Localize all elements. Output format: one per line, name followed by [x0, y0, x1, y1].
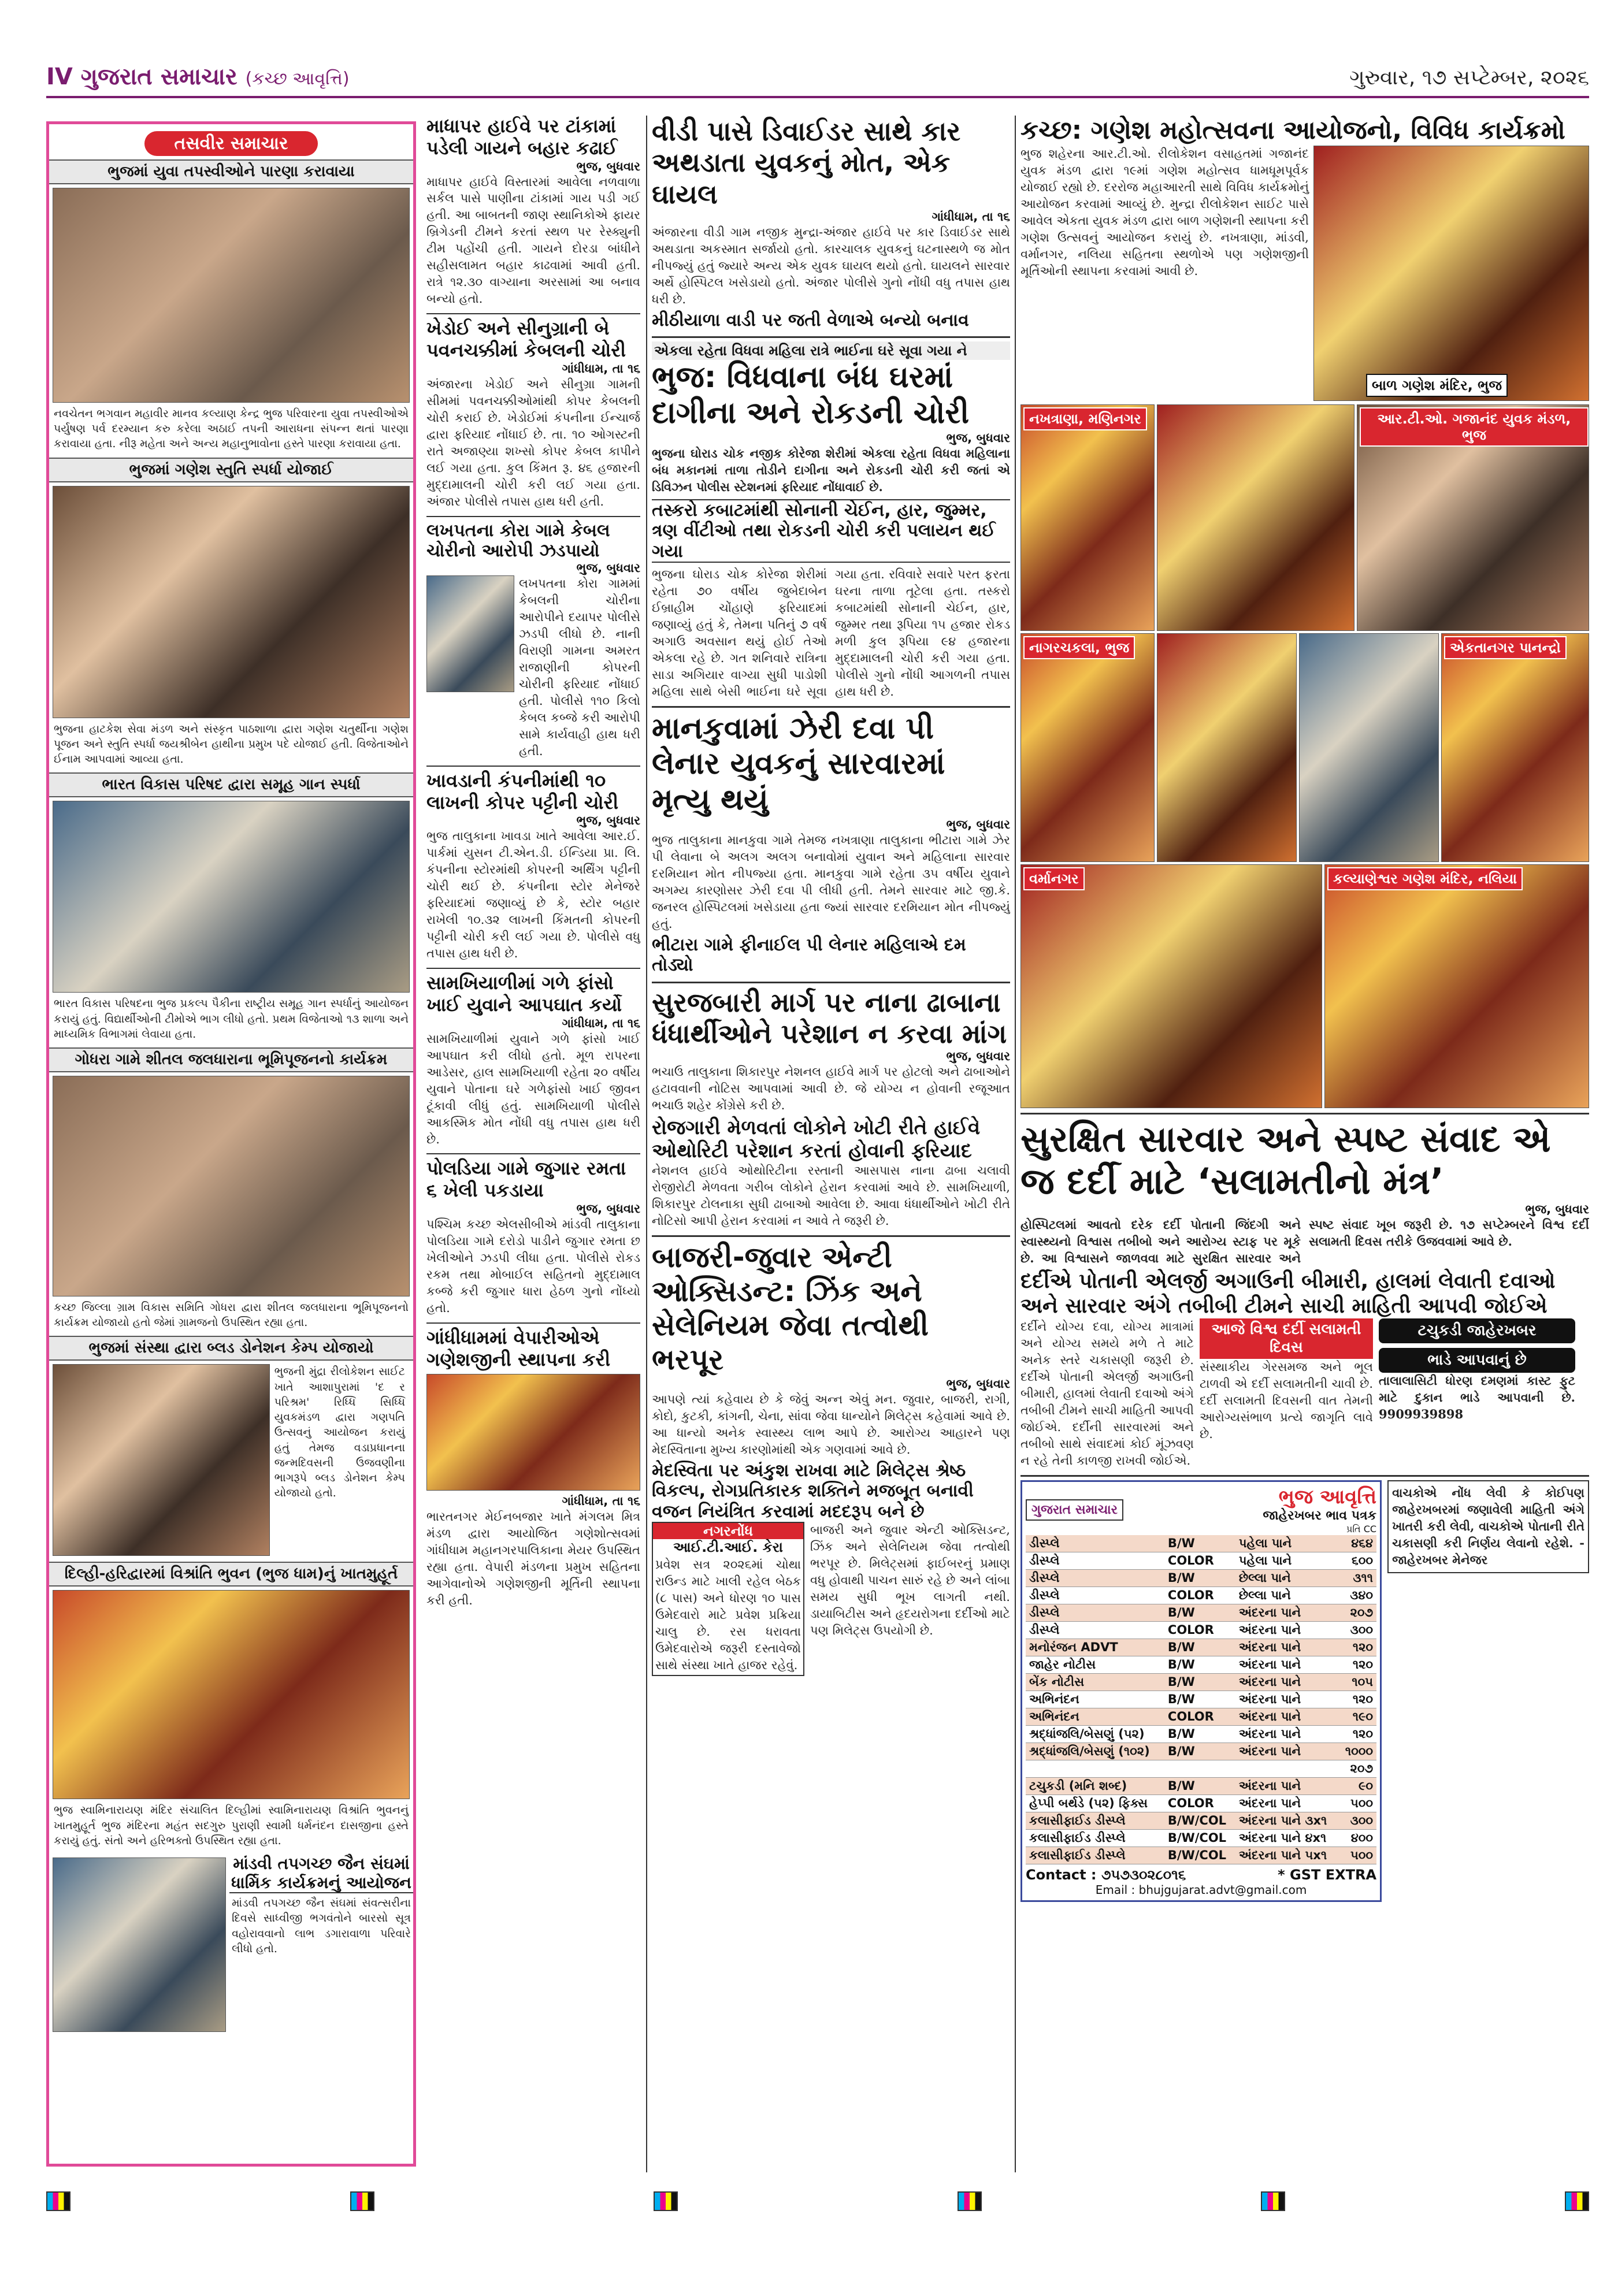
news-photo: [53, 1590, 410, 1799]
issue-date: ગુરુવાર, ૧૭ સપ્ટેમ્બર, ૨૦૨૬: [1349, 66, 1589, 90]
print-mode: COLOR: [1164, 1708, 1235, 1725]
item-title: માંડવી તપગચ્છ જૈન સંઘમાં ધાર્મિક કાર્યક્રમનું આયોજન: [229, 1854, 413, 1893]
photo-label: વર્માનગર: [1023, 867, 1085, 890]
print-registration-marks: [46, 2190, 1589, 2213]
story-dateline: ભુજ, બુધવાર: [576, 813, 640, 828]
story-headline: ખેડોઈ અને સીનુગ્રાની બે પવનચક્કીમાં કેબલની ચોરી: [426, 317, 626, 361]
main-news-column: [652, 116, 1010, 2167]
picture-news-item: [49, 1047, 413, 1330]
rate-value: ૫૦૦: [1339, 1847, 1376, 1864]
page-position: અંદરના પાને: [1235, 1673, 1339, 1691]
page-position: છેલ્લા પાને: [1235, 1569, 1339, 1587]
print-mode: B/W: [1164, 1777, 1235, 1795]
story-dateline: ભુજ, બુધવાર: [946, 817, 1010, 831]
patient-day-label: આજે વિશ્વ દર્દી સલામતી દિવસ: [1200, 1318, 1373, 1359]
news-photo: [1020, 633, 1155, 862]
story-headline: પોલડિયા ગામે જુગાર રમતા ૬ ખેલી પકડાયા: [426, 1157, 626, 1202]
story-subheading: દર્દીએ પોતાની એલર્જી અગાઉની બીમારી, હાલમાં લેવાતી દવાઓ અને સારવાર અંગે તબીબી ટીમને સાચી માહિતી આપવી જોઈએ: [1020, 1269, 1556, 1318]
story-body: આપણે ત્યાં કહેવાય છે કે જેવું અન્ન એવું મન. જુવાર, બાજરી, રાગી, કોદો, કુટકી, કાંગની, ચેના, સાંવા જેવા ધાન્યોને મિલેટ્સ કહેવામાં આવે છે. આ ધાન્યો અનેક સ્વાસ્થ્ય લાભ આપે છે. આરોગ્ય આહારને પણ મેદસ્વિતાના મુખ્ય કારણોમાંથી એક ગણવામાં આવે છે.: [652, 1392, 1010, 1457]
rate-card-title: ભુજ આવૃત્તિ: [1278, 1485, 1377, 1509]
story-body: ભુજના ઘોરાડ ચોક કોરેજા શેરીમાં રહેતા ૭૦ વર્ષીય જુબેદાબેન ઈબ્રાહીમ ચોંહાણે ફરિયાદમાં જણાવ્યું હતું કે, તેમના પતિનું ૭ વર્ષ અગાઉ અવસાન થયું હોઈ તેઓ એકલા રહે છે. ગત શનિવારે રાત્રિના સાડા અગિયાર વાગ્યા સુધી પાડોશી મહિલા સાથે બેસી ભાઈના ઘરે સૂવા ગયા હતા. રવિવારે સવારે પરત ફરતા ઘરના તાળા તૂટેલા હતા. તસ્કરો કબાટમાંથી સોનાની ચેઈન, હાર, જુમ્મર તથા રૂપિયા ૧૫ હજાર રોકડ મળી કુલ રૂપિયા ૯૪ હજારના મુદ્દામાલની ચોરી કરી ગયા હતા. પોલીસે ગુનો નોંધી આગળની તપાસ હાથ ધરી છે.: [652, 567, 1010, 699]
story-headline: માનકુવામાં ઝેરી દવા પી લેનાર યુવકનું સારવારમાં મૃત્યુ થયું: [652, 711, 945, 817]
news-story: [426, 968, 640, 1147]
ganesh-feature: [1020, 116, 1589, 1107]
ad-type: ડીસ્પ્લે: [1026, 1621, 1164, 1639]
rate-value: ૩૧૧: [1339, 1569, 1376, 1587]
print-mode: B/W/COL: [1164, 1829, 1235, 1847]
nagarnondh-box: [652, 1522, 804, 1676]
news-photo: [53, 801, 410, 993]
picture-news-frame: [46, 121, 416, 2167]
story-headline: સુરજબારી માર્ગ પર નાના ઢાબાના ધંધાર્થીઓને પરેશાન ન કરવા માંગ: [652, 986, 1007, 1049]
ad-type: કલાસીફાઈડ ડીસ્પ્લે: [1026, 1847, 1164, 1864]
story-subheading: મીઠીયાળા વાડી પર જતી વેળાએ બન્યો બનાવ: [652, 310, 969, 330]
ad-type: કલાસીફાઈડ ડીસ્પ્લે: [1026, 1812, 1164, 1829]
item-caption: ભુજના હાટકેશ સેવા મંડળ અને સંસ્કૃત પાઠશાળા દ્વારા ગણેશ ચતુર્થીના ગણેશ પૂજન અને સ્તુતિ સ્પર્ધા જયશ્રીબેન હાથીના પ્રમુખ પદે યોજાઈ હતી. વિજેતાઓને ઈનામ આપવામાં આવ્યા હતા.: [54, 722, 409, 766]
rate-row: [1026, 1587, 1376, 1604]
contact-label: Contact :: [1026, 1866, 1097, 1883]
story-body: સામખિયાળીમાં યુવાને ગળે ફાંસો ખાઈ આપઘાત કરી લીધો હતો. મૂળ રાપરના આડેસર, હાલ સામખિયાળી રહેતા ૨૦ વર્ષીય યુવાને પોતાના ઘરે ગળેફાંસો ખાઈ જીવન ટૂંકાવી લીધું હતું. સામખિયાળી પોલીસે આકસ્મિક મોત નોંધી વધુ તપાસ હાથ ધરી છે.: [426, 1031, 640, 1146]
ad-type: [1026, 1760, 1164, 1777]
story-headline: બાજરી-જુવાર એન્ટી ઓક્સિડન્ટ: ઝિંક અને સેલેનિયમ જેવા તત્વોથી ભરપૂર: [652, 1240, 929, 1377]
item-title: ભારત વિકાસ પરિષદ દ્વારા સમૂહ ગાન સ્પર્ધા: [49, 772, 413, 797]
feature-column: [1020, 116, 1589, 2172]
news-story: [426, 1153, 640, 1316]
patient-day-box: [1200, 1318, 1373, 1469]
edition-name: (કચ્છ આવૃત્તિ): [245, 69, 350, 89]
rate-value: ૧૦૫: [1339, 1673, 1376, 1691]
news-story: [652, 982, 1010, 1230]
item-caption: નવચેતન ભગવાન મહાવીર માનવ કલ્યાણ કેન્દ્ર ભુજ પરિવારના યુવા તપસ્વીઓએ પર્યુષણ પર્વ દરમ્યાન કરુ કરેલા અઠાઈ તપની આરાધના સંપન્ન થતાં પારણા કરાવાયા હતા. નીરૂ મહેતા અને અન્ય મહાનુભાવોના હસ્તે પારણા કરાવાયા હતા.: [54, 407, 409, 451]
rate-value: ૪૬૪: [1339, 1535, 1376, 1552]
story-dateline: ભુજ, બુધવાર: [946, 1377, 1010, 1391]
story-subheading: ભીટારા ગામે ફીનાઈલ પી લેનાર મહિલાએ દમ તોડ્યો: [652, 934, 966, 976]
paper-name: ગુજરાત સમાચાર: [80, 64, 237, 90]
news-photo: [1157, 404, 1354, 631]
paper-logo: ગુજરાત સમાચાર: [1026, 1499, 1123, 1521]
ad-type: ડીસ્પ્લે: [1026, 1552, 1164, 1569]
news-story: [652, 1235, 1010, 1676]
rate-value: ૩૦૦: [1339, 1812, 1376, 1829]
ad-type: કલાસીફાઈડ ડીસ્પ્લે: [1026, 1829, 1164, 1847]
story-headline: ભુજ: વિધવાના બંધ ઘરમાં દાગીના અને રોકડની ચોરી: [652, 360, 970, 430]
news-story: [426, 1322, 640, 1609]
ad-type: શ્રદ્ધાંજલિ/બેસણું (૫૨): [1026, 1725, 1164, 1743]
page-position: અંદરના પાને: [1235, 1656, 1339, 1673]
item-title: ભુજમાં ગણેશ સ્તુતિ સ્પર્ધા યોજાઈ: [49, 458, 413, 482]
story-headline: કચ્છ: ગણેશ મહોત્સવના આયોજનો, વિવિધ કાર્યક્રમો: [1020, 116, 1565, 145]
ad-type: ડીસ્પ્લે: [1026, 1535, 1164, 1552]
rate-value: ૧૨૦: [1339, 1639, 1376, 1656]
story-subheading: તસ્કરો કબાટમાંથી સોનાની ચેઈન, હાર, જુમ્મર, ત્રણ વીંટીઓ તથા રોકડની ચોરી કરી પલાયન થઈ ગયા: [652, 499, 1010, 563]
story-body: ભુજ તાલુકાના ખાવડા ખાતે આવેલા આર.ઈ. પાર્કમાં યુસન ટી.એન.ડી. ઈન્ડિયા પ્રા. લિ. કંપનીના સ્ટોરમાંથી કોપરની અર્થિંગ પટ્ટીની ચોરી થઈ છે. કંપનીના સ્ટોર મેનેજરે ફરિયાદમાં જણાવ્યું છે કે, સ્ટોર બહાર રાખેલી ૧૦.૩૨ લાખની કિંમતની કોપરની પટ્ટીની ચોરી કરી લઈ ગયા છે. પોલીસે વધુ તપાસ હાથ ધરી છે.: [426, 829, 640, 961]
page-position: અંદરના પાને ૩x૧: [1235, 1812, 1339, 1829]
rate-row: [1026, 1847, 1376, 1864]
story-body: ભચાઉ તાલુકાના શિકારપુર નેશનલ હાઈવે માર્ગ પર હોટલો અને ઢાબાઓને હટાવવાની નોટિસ આપવામાં આવી છે. જે યોગ્ય ન હોવાની રજૂઆત ભચાઉ શહેર કોંગ્રેસે કરી છે.: [652, 1065, 1010, 1113]
story-dateline: ભુજ, બુધવાર: [946, 431, 1010, 445]
rate-value: ૯૦: [1339, 1777, 1376, 1795]
rate-value: ૨૦૭: [1339, 1604, 1376, 1621]
photo-grid: [1020, 864, 1589, 1107]
classified-box: [1379, 1318, 1575, 1469]
print-mode: B/W: [1164, 1673, 1235, 1691]
news-photo: [53, 1076, 410, 1296]
classified-subheader: ભાડે આપવાનું છે: [1379, 1348, 1575, 1373]
story-dateline: ભુજ, બુધવાર: [576, 159, 640, 173]
print-mode: B/W/COL: [1164, 1812, 1235, 1829]
photo-label: બાળ ગણેશ મંદિર, ભુજ: [1366, 374, 1508, 397]
story-body: ભુજ શહેરના આર.ટી.ઓ. રીલોકેશન વસાહતમાં ગજાનંદ યુવક મંડળ દ્વારા ૧૯માં ગણેશ મહોત્સવ ધામધૂમપૂર્વક યોજાઈ રહ્યો છે. દરરોજ મહાઆરતી સાથે વિવિધ કાર્યક્રમોનું આયોજન કરવામાં આવ્યું છે. મુન્દ્રા રીલોકેશન સાઈટ પાસે આવેલ એકતા યુવક મંડળ દ્વારા બાળ ગણેશની સ્થાપના કરી ગણેશ ઉત્સવનું આયોજન કરાયું છે. નખત્રાણા, માંડવી, વર્માનગર, નલિયા સહિતના સ્થળોએ પણ ગણેશજીની મૂર્તિઓની સ્થાપના કરવામાં આવી છે.: [1020, 146, 1309, 278]
rate-row: [1026, 1829, 1376, 1847]
bottom-ads: [1020, 1475, 1589, 1902]
disclaimer-box: વાચકોએ નોંધ લેવી કે કોઈપણ જાહેરખબરમાં જણાવેલી માહિતી અંગે ખાતરી કરી લેવી, વાચકોએ પોતાની રીતે ચકાસણી કરી નિર્ણય લેવાનો રહેશે. - જાહેરખબર મેનેજર: [1387, 1480, 1589, 1573]
rate-row: [1026, 1812, 1376, 1829]
story-body: ભુજ તાલુકાના માનકુવા ગામે તેમજ નખત્રાણા તાલુકાના ભીટારા ગામે ઝેર પી લેવાના બે અલગ અલગ બનાવોમાં યુવાન અને મહિલાના સારવાર દરમિયાન મોત નીપજ્યા હતા. માનકુવા ગામે રહેતા ૩૫ વર્ષીય યુવાને અગમ્ય કારણોસર ઝેરી દવા પી લીધી હતી. તેમને સારવાર માટે જી.કે. જનરલ હોસ્પિટલમાં ખસેડાયા હતા જ્યાં સારવાર દરમિયાન મોત નીપજ્યું હતું.: [652, 833, 1010, 931]
story-dateline: ગાંધીધામ, તા ૧૬: [562, 1016, 640, 1030]
ad-type: ડીસ્પ્લે: [1026, 1569, 1164, 1587]
gst-note: * GST EXTRA: [1278, 1866, 1377, 1883]
print-mode: B/W: [1164, 1691, 1235, 1708]
story-subheading: મેદસ્વિતા પર અંકુશ રાખવા માટે મિલેટ્સ શ્રેષ્ઠ વિકલ્પ, રોગપ્રતિકારક શક્તિને મજબૂત બનાવી વજન નિયંત્રિત કરવામાં મદદરૂપ બને છે: [652, 1460, 974, 1522]
picture-news-item: [49, 159, 413, 452]
news-story: [426, 766, 640, 962]
page-position: અંદરના પાને: [1235, 1743, 1339, 1760]
news-story: [652, 706, 1010, 976]
patient-day-body: સંસ્થાકીય ગેરસમજ અને ભૂલ ટાળવી એ દર્દી સલામતીની ચાવી છે. દર્દી સલામતી દિવસની વાત તેમની આરોગ્યસંભાળ પ્રત્યે જાગૃતિ લાવે છે.: [1200, 1360, 1373, 1441]
news-photo: [426, 1374, 640, 1491]
rate-value: ૪૦૦: [1339, 1829, 1376, 1847]
photo-label: આર.ટી.ઓ. ગજાનંદ યુવક મંડળ, ભુજ: [1360, 407, 1589, 447]
print-mode: COLOR: [1164, 1552, 1235, 1569]
picture-news-item: [49, 1562, 413, 1848]
rate-row: [1026, 1777, 1376, 1795]
story-subheading: રોજગારી મેળવતાં લોકોને ખોટી રીતે હાઈવે ઓથોરિટી પરેશાન કરતાં હોવાની ફરિયાદ: [652, 1116, 981, 1163]
picture-news-item: [49, 458, 413, 767]
story-headline: ખાવડાની કંપનીમાંથી ૧૦ લાખની કોપર પટ્ટીની ચોરી: [426, 769, 619, 813]
rate-value: ૫૦૦: [1339, 1795, 1376, 1812]
story-body: નેશનલ હાઈવે ઓથોરિટીના રસ્તાની આસપાસ નાના ઢાબા ચલાવી રોજીરોટી મેળવતા ગરીબ લોકોને હેરાન કરવામાં આવે છે. સામખિયાળી, શિકારપુર ટોલનાકા સુધી ઢાબાઓ આવેલા છે. આવા ધંધાર્થીઓને ખોટી રીતે નોટિસો આપી હેરાન કરવામાં ન આવે તે જરૂરી છે.: [652, 1164, 1010, 1228]
short-news-column: [426, 116, 640, 2167]
column-divider: [646, 116, 647, 2172]
page-position: અંદરના પાને: [1235, 1691, 1339, 1708]
nagarnondh-heading: આઈ.ટી.આઈ. કેરા: [673, 1539, 783, 1556]
news-photo: [1357, 404, 1589, 631]
page-position: અંદરના પાને: [1235, 1639, 1339, 1656]
picture-news-item: [49, 1336, 413, 1556]
rate-row: [1026, 1708, 1376, 1725]
news-story: [426, 516, 640, 760]
rate-value: ૩૦૦: [1339, 1621, 1376, 1639]
page-position: અંદરના પાને ૫x૧: [1235, 1847, 1339, 1864]
rate-card: [1020, 1480, 1382, 1902]
rate-value: ૧૨૦: [1339, 1656, 1376, 1673]
rate-row: [1026, 1725, 1376, 1743]
page-position: અંદરના પાને: [1235, 1795, 1339, 1812]
ad-type: મનોરંજન ADVT: [1026, 1639, 1164, 1656]
story-headline: માધાપર હાઈવે પર ટાંકામાં પડેલી ગાયને બહાર કઢાઈ: [426, 116, 618, 159]
news-photo: [1157, 633, 1297, 862]
item-caption: ભુજની મુંદ્રા રીલોકેશન સાઈટ ખાતે આશાપુરામાં 'દ ર પરિશ્રમ' રિધ્ધિ સિધ્ધિ યુવકમંડળ દ્વારા ગણપતિ ઉત્સવનું આયોજન કરાયું હતું તેમજ વડાપ્રધાનના જન્મદિવસની ઉજવણીના ભાગરૂપે બ્લડ ડોનેશન કેમ્પ યોજાયો હતો.: [274, 1365, 405, 1500]
color-registration-mark: [654, 2191, 678, 2211]
rate-row: [1026, 1673, 1376, 1691]
news-photo: [53, 486, 410, 718]
story-body: બાજરી અને જુવાર એન્ટી ઓક્સિડન્ટ, ઝિંક અને સેલેનિયમ જેવા તત્વોથી ભરપૂર છે. મિલેટ્સમાં ફાઈબરનું પ્રમાણ વધુ હોવાથી પાચન સારું રહે છે અને લાંબા સમય સુધી ભૂખ લાગતી નથી. ડાયાબિટીસ અને હૃદયરોગના દર્દીઓ માટે પણ મિલેટ્સ ઉપયોગી છે.: [810, 1523, 1010, 1637]
color-registration-mark: [46, 2191, 70, 2211]
print-mode: B/W: [1164, 1569, 1235, 1587]
print-mode: B/W: [1164, 1639, 1235, 1656]
story-headline: લખપતના કોરા ગામે કેબલ ચોરીનો આરોપી ઝડપાયો: [426, 520, 610, 561]
item-caption: કચ્છ જિલ્લા ગ્રામ વિકાસ સમિતિ ગોધરા દ્વારા શીતલ જલધારાના ભૂમિપૂજનનો કાર્યક્રમ યોજાયો હતો જેમાં ગ્રામજનો ઉપસ્થિત રહ્યા હતા.: [54, 1301, 409, 1329]
rate-row: [1026, 1639, 1376, 1656]
picture-news-title: તસવીર સમાચાર: [144, 131, 318, 156]
ad-type: ડીસ્પ્લે: [1026, 1604, 1164, 1621]
story-headline: ગાંધીધામમાં વેપારીઓએ ગણેશજીની સ્થાપના કરી: [426, 1326, 611, 1370]
news-photo: [1441, 633, 1589, 862]
story-body: ભારતનગર મેઈનબજાર ખાતે મંગલમ મિત્ર મંડળ દ્વારા આયોજિત ગણેશોત્સવમાં ગાંધીધામ મહાનગરપાલિકાના મેયર ઉપસ્થિત રહ્યા હતા. વેપારી મંડળના પ્રમુખ સહિતના આગેવાનોએ ગણેશજીની મૂર્તિની સ્થાપના કરી હતી.: [426, 1510, 640, 1608]
masthead-left: [46, 64, 350, 90]
rate-row: [1026, 1604, 1376, 1621]
rate-card-unit: પ્રતિ CC: [1346, 1523, 1377, 1535]
page-position: અંદરના પાને: [1235, 1777, 1339, 1795]
print-mode: [1164, 1760, 1235, 1777]
story-lead: હોસ્પિટલમાં આવતો દરેક દર્દી પોતાની જિંદગી અને સ્વાસ્થ્યનો વિશ્વાસ તબીબો અને આરોગ્ય સ્ટાફ પર મૂકે છે. આ વિશ્વાસને જાળવવા માટે સુરક્ષિત સારવાર અને સ્પષ્ટ સંવાદ ખૂબ જરૂરી છે. ૧૭ સપ્ટેમ્બરને વિશ્વ દર્દી સલામતી દિવસ તરીકે ઉજવવામાં આવે છે.: [1020, 1217, 1589, 1266]
news-photo: [1324, 864, 1589, 1108]
color-registration-mark: [958, 2191, 982, 2211]
ad-type: ટચુકડી (મનિ શબ્દ): [1026, 1777, 1164, 1795]
story-dateline: ગાંધીધામ, તા ૧૬: [562, 361, 640, 376]
page-position: અંદરના પાને: [1235, 1725, 1339, 1743]
page-position: અંદરના પાને: [1235, 1621, 1339, 1639]
print-mode: COLOR: [1164, 1621, 1235, 1639]
item-title: ભુજમાં સંસ્થા દ્વારા બ્લડ ડોનેશન કેમ્પ યોજાયો: [49, 1336, 413, 1361]
news-photo: [1313, 146, 1589, 401]
print-mode: B/W: [1164, 1656, 1235, 1673]
story-headline: વીડી પાસે ડિવાઈડર સાથે કાર અથડાતા યુવકનું મોત, એક ઘાયલ: [652, 116, 961, 210]
ad-type: અભિનંદન: [1026, 1708, 1164, 1725]
story-body: માધાપર હાઈવે વિસ્તારમાં આવેલા નળવાળા સર્કલ પાસે પાણીના ટાંકામાં ગાય પડી ગઈ હતી. આ બાબતની જાણ સ્થાનિકોએ ફાયર બ્રિગેડની ટીમને કરતાં સ્થળ પર રેસ્ક્યુની ટીમ પહોંચી હતી. ગાયને દોરડા બાંધીને સહીસલામત બહાર કાઢવામાં આવી હતી. રાત્રે ૧૨.૩૦ વાગ્યાના અરસામાં આ બનાવ બન્યો હતો.: [426, 174, 640, 306]
story-dateline: ગાંધીધામ, તા ૧૬: [932, 209, 1010, 224]
story-body: અંજારના ખેડોઈ અને સીનુગ્રા ગામની સીમમાં પવનચક્કીઓમાંથી કોપર કેબલની ચોરી કરાઈ છે. ખેડોઈમાં કંપનીના ઈન્ચાર્જ દ્વારા ફરિયાદ નોંધાઈ છે. તા. ૧૦ ઓગસ્ટની રાતે અજાણ્યા શખ્સો કોપર કેબલ કાપીને લઈ ગયા હતા. કુલ કિંમત રૂ. ૪૬ હજારની મુદ્દામાલની ચોરી કરી લઈ ગયા હતા. અંજાર પોલીસે તપાસ હાથ ધરી હતી.: [426, 377, 640, 508]
item-caption: ભારત વિકાસ પરિષદના ભુજ પ્રકલ્પ પૈકીના રાષ્ટ્રીય સમૂહ ગાન સ્પર્ધાનું આયોજન કરાયું હતું. વિદ્યાર્થીઓની ટીમોએ ભાગ લીધો હતો. પ્રથમ વિજેતાઓ ૧૩ શાળા અને માધ્યમિક વિભાગમાં લેવાયા હતા.: [54, 997, 409, 1041]
item-caption: માંડવી તપગચ્છ જૈન સંઘમાં સંવત્સરીના દિવસે સાધ્વીજી ભગવંતોને બારસો સૂત્ર વહોરાવવાનો લાભ ડગારાવાળા પરિવારે લીધો હતો.: [232, 1897, 411, 1955]
story-dateline: ભુજ, બુધવાર: [576, 561, 640, 575]
news-photo: [53, 1364, 270, 1556]
classified-header: ટચુકડી જાહેરખબર: [1379, 1318, 1575, 1343]
color-registration-mark: [1261, 2191, 1285, 2211]
news-photo: [1299, 633, 1439, 862]
rate-row: [1026, 1535, 1376, 1552]
rate-table: [1026, 1535, 1376, 1864]
ad-type: જાહેર નોટીસ: [1026, 1656, 1164, 1673]
rate-row: [1026, 1743, 1376, 1760]
story-kicker: એકલા રહેતા વિધવા મહિલા રાત્રે ભાઈના ઘરે સૂવા ગયા ને: [652, 341, 1010, 360]
photo-label: એકતાનગર પાનન્દ્રો: [1444, 636, 1567, 659]
story-body: લખપતના કોરા ગામમાં કેબલની ચોરીના આરોપીને દયાપર પોલીસે ઝડપી લીધો છે. નાની વિરાણી ગામના અમરત રાજાણીની કોપરની ચોરીની ફરિયાદ નોંધાઈ હતી. પોલીસે ૧૧૦ કિલો કેબલ કબ્જે કરી આરોપી સામે કાર્યવાહી હાથ ધરી હતી.: [519, 577, 640, 758]
news-photo: [53, 1857, 226, 2032]
page-position: અંદરના પાને: [1235, 1604, 1339, 1621]
rate-value: ૬૦૦: [1339, 1552, 1376, 1569]
news-story: [426, 313, 640, 510]
ad-type: ડીસ્પ્લે: [1026, 1587, 1164, 1604]
photo-label: નાગરચકલા, ભુજ: [1023, 636, 1135, 659]
page-position: [1235, 1760, 1339, 1777]
ad-type: શ્રદ્ધાંજલિ/બેસણું (૧૦૨): [1026, 1743, 1164, 1760]
rate-value: ૧૨૦: [1339, 1725, 1376, 1743]
news-story: [426, 116, 640, 307]
page-position: પહેલા પાને: [1235, 1535, 1339, 1552]
item-title: ભુજમાં યુવા તપસ્વીઓને પારણા કરાવાયા: [49, 159, 413, 184]
print-mode: COLOR: [1164, 1795, 1235, 1812]
color-registration-mark: [350, 2191, 374, 2211]
rate-row: [1026, 1795, 1376, 1812]
rate-value: ૧૦૦૦: [1339, 1743, 1376, 1760]
news-story: [652, 336, 1010, 700]
photo-label: નખત્રાણા, મણિનગર: [1023, 407, 1147, 430]
rate-value: ૧૨૦: [1339, 1691, 1376, 1708]
print-mode: B/W: [1164, 1725, 1235, 1743]
story-dateline: ભુજ, બુધવાર: [946, 1049, 1010, 1064]
story-headline: સુરક્ષિત સારવાર અને સ્પષ્ટ સંવાદ એ જ દર્દી માટે ‘સલામતીનો મંત્ર’: [1020, 1117, 1551, 1203]
print-mode: COLOR: [1164, 1587, 1235, 1604]
classified-body: તાલાલાસિટી ધોરણ દમણમાં કાસ્ટ ફુટ માટે દુકાન ભાડે આપવાની છે. 9909939898: [1379, 1373, 1575, 1421]
nagarnondh-body: પ્રવેશ સત્ર ૨૦૨૬માં ચોથા રાઉન્ડ માટે ખાલી રહેલ બેઠક (૮ પાસ) અને ધોરણ ૧૦ પાસ ઉમેદવારો માટે પ્રવેશ પ્રક્રિયા ચાલુ છે. રસ ધરાવતા ઉમેદવારોએ જરૂરી દસ્તાવેજો સાથે સંસ્થા ખાતે હાજર રહેવું.: [655, 1558, 801, 1673]
print-mode: B/W: [1164, 1604, 1235, 1621]
page-position: પહેલા પાને: [1235, 1552, 1339, 1569]
print-mode: B/W/COL: [1164, 1847, 1235, 1864]
rate-card-subtitle: જાહેરખબર ભાવ પત્રક: [1263, 1508, 1377, 1523]
ad-type: બેંક નોટીસ: [1026, 1673, 1164, 1691]
story-body: પશ્ચિમ કચ્છ એલસીબીએ માંડવી તાલુકાના પોલડિયા ગામે દરોડો પાડીને જુગાર રમતા છ ખેલીઓને ઝડપી લીધા હતા. પોલીસે રોકડ રકમ તથા મોબાઈલ સહિતનો મુદ્દામાલ કબ્જે કરી જુગાર ધારા હેઠળ ગુનો નોંધ્યો હતો.: [426, 1217, 640, 1315]
story-dateline: ભુજ, બુધવાર: [1525, 1202, 1589, 1217]
story-body: અંજારના વીડી ગામ નજીક મુન્દ્રા-અંજાર હાઈવે પર કાર ડિવાઈડર સાથે અથડાતા અકસ્માત સર્જાયો હતો. કારચાલક યુવકનું ઘટનાસ્થળે જ મોત નીપજ્યું હતું જ્યારે અન્ય એક યુવક ઘાયલ થયો હતો. ઘાયલને સારવાર અર્થે હોસ્પિટલ ખસેડાયો હતો. અંજાર પોલીસે ગુનો નોંધી વધુ તપાસ હાથ ધરી છે.: [652, 225, 1010, 306]
rate-value: ૩૪૦: [1339, 1587, 1376, 1604]
rate-row: [1026, 1621, 1376, 1639]
rate-value: ૧૯૦: [1339, 1708, 1376, 1725]
story-headline: સામખિયાળીમાં ગળે ફાંસો ખાઈ યુવાને આપઘાત કર્યો: [426, 972, 622, 1016]
story-body: દર્દીને યોગ્ય દવા, યોગ્ય માત્રામાં અને યોગ્ય સમયે મળે તે માટે અનેક સ્તરે ચકાસણી જરૂરી છે. દર્દીએ પોતાની એલર્જી અગાઉની બીમારી, હાલમાં લેવાતી દવાઓ અંગે તબીબી ટીમને સાચી માહિતી આપવી જોઈએ. દર્દીની સારવારમાં અને તબીબો સાથે સંવાદમાં કોઈ મૂંઝવણ ન રહે તેની કાળજી રાખવી જોઈએ.: [1020, 1320, 1194, 1467]
rate-row: [1026, 1691, 1376, 1708]
news-story: [652, 116, 1010, 330]
print-mode: B/W: [1164, 1743, 1235, 1760]
story-dateline: ગાંધીધામ, તા ૧૬: [562, 1494, 640, 1509]
page-position: છેલ્લા પાને: [1235, 1587, 1339, 1604]
picture-news-item: [49, 1854, 413, 2035]
rate-row: [1026, 1552, 1376, 1569]
story-dateline: ભુજ, બુધવાર: [576, 1201, 640, 1216]
news-photo: [1020, 864, 1322, 1108]
email-address: bhujgujarat.advt@gmail.com: [1138, 1882, 1307, 1897]
photo-label: કલ્યાણેશ્વર ગણેશ મંદિર, નલિયા: [1327, 867, 1523, 890]
rate-value: ૨૦૭: [1339, 1760, 1376, 1777]
page-number: IV: [46, 64, 73, 90]
news-photo: [1020, 404, 1155, 631]
picture-news-item: [49, 772, 413, 1042]
contact-phone: ૭૫૭૩૦૨૮૦૧૬: [1101, 1866, 1186, 1883]
color-registration-mark: [1565, 2191, 1589, 2211]
story-lead: ભુજના ઘોરાડ ચોક નજીક કોરેજા શેરીમાં એકલા રહેતા વિધવા મહિલાના બંધ મકાનમાં તાળા તોડીને દાગીના અને રોકડની ચોરી કરી જતાં એ ડિવિઝન પોલીસ સ્ટેશનમાં ફરિયાદ નોંધાવાઈ છે.: [652, 446, 1010, 494]
news-photo: [426, 575, 514, 692]
news-story: [1020, 1113, 1589, 1469]
ad-type: હેપ્પી બર્થડે (૫૨) ફિક્સ: [1026, 1795, 1164, 1812]
news-photo: [53, 188, 410, 403]
rate-row: [1026, 1760, 1376, 1777]
photo-grid: [1020, 404, 1589, 861]
email-label: Email :: [1095, 1882, 1135, 1897]
column-divider: [1015, 116, 1016, 2172]
page-header: [46, 64, 1589, 98]
rate-row: [1026, 1569, 1376, 1587]
item-title: ગોધરા ગામે શીતલ જલધારાના ભૂમિપૂજનનો કાર્યક્રમ: [49, 1047, 413, 1072]
page-position: અંદરના પાને ૪x૧: [1235, 1829, 1339, 1847]
item-caption: ભુજ સ્વામિનારાયણ મંદિર સંચાલિત દિલ્હીમાં સ્વામિનારાયણ વિશ્રાંતિ ભુવનનું ખાતમુહૂર્ત ભુજ મંદિરના મહંત સદગુરુ પુરાણી સ્વામી ધર્મનંદન દાસજીના હસ્તે કરાયું હતું. સંતો અને હરિભક્તો ઉપસ્થિત રહ્યા હતા.: [54, 1804, 409, 1847]
nagarnondh-title: નગરનોંધ: [653, 1523, 803, 1539]
rate-row: [1026, 1656, 1376, 1673]
page-position: અંદરના પાને: [1235, 1708, 1339, 1725]
print-mode: B/W: [1164, 1535, 1235, 1552]
item-title: દિલ્હી-હરિદ્વારમાં વિશ્રાંતિ ભુવન (ભુજ ધામ)નું ખાતમુહૂર્ત: [49, 1562, 413, 1587]
ad-type: અભિનંદન: [1026, 1691, 1164, 1708]
